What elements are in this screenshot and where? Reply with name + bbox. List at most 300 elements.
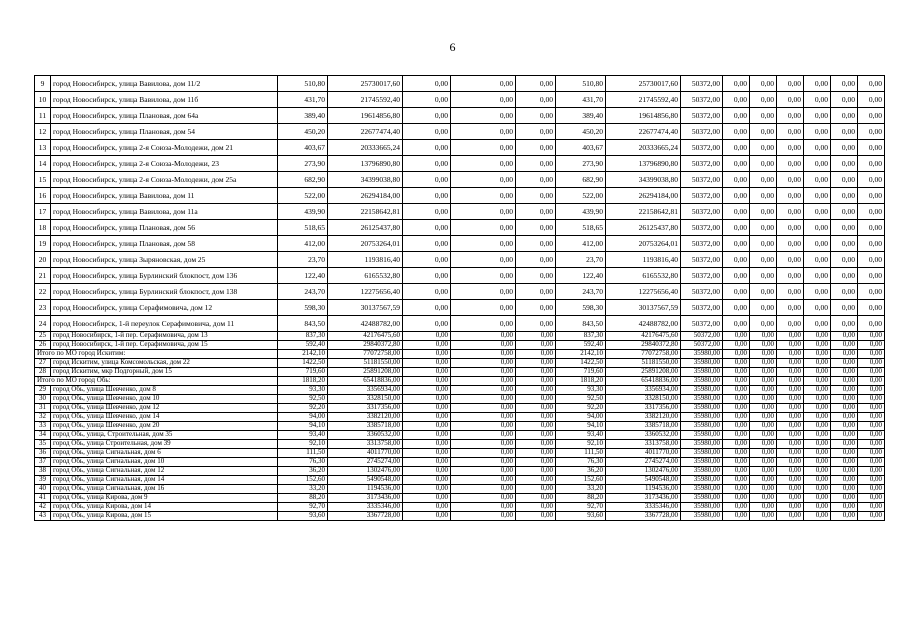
value-cell: 0,00 — [777, 92, 804, 108]
value-cell: 0,00 — [804, 220, 831, 236]
value-cell: 0,00 — [451, 512, 516, 521]
address-cell: город Новосибирск, улица Вавилова, дом 11/2 — [51, 76, 278, 92]
address-cell: город Обь, улица, Строительная, дом 35 — [51, 431, 278, 440]
value-cell: 0,00 — [516, 359, 556, 368]
value-cell: 403,67 — [278, 140, 328, 156]
value-cell: 0,00 — [723, 252, 750, 268]
value-cell: 20753264,01 — [328, 236, 403, 252]
value-cell: 0,00 — [804, 386, 831, 395]
value-cell: 0,00 — [750, 449, 777, 458]
value-cell: 412,00 — [278, 236, 328, 252]
row-number: 13 — [35, 140, 51, 156]
address-cell: город Новосибирск, улица 2-я Союза-Молодежи, дом 25а — [51, 172, 278, 188]
value-cell: 152,60 — [556, 476, 606, 485]
row-number: 23 — [35, 300, 51, 316]
row-number: 22 — [35, 284, 51, 300]
value-cell: 843,50 — [278, 316, 328, 332]
value-cell: 1302476,00 — [606, 467, 681, 476]
value-cell: 5490548,00 — [328, 476, 403, 485]
address-cell: город Новосибирск, улица Вавилова, дом 11 — [51, 188, 278, 204]
value-cell: 0,00 — [831, 204, 858, 220]
value-cell: 26294184,00 — [328, 188, 403, 204]
value-cell: 0,00 — [451, 494, 516, 503]
value-cell: 0,00 — [804, 395, 831, 404]
value-cell: 50372,00 — [681, 172, 723, 188]
value-cell: 93,30 — [556, 386, 606, 395]
value-cell: 50372,00 — [681, 284, 723, 300]
value-cell: 439,90 — [556, 204, 606, 220]
value-cell: 0,00 — [516, 440, 556, 449]
value-cell: 0,00 — [804, 188, 831, 204]
row-number: 26 — [35, 341, 51, 350]
value-cell: 0,00 — [831, 449, 858, 458]
value-cell: 0,00 — [516, 386, 556, 395]
value-cell: 3360532,00 — [606, 431, 681, 440]
value-cell: 26294184,00 — [606, 188, 681, 204]
value-cell: 0,00 — [403, 386, 451, 395]
table-row — [35, 300, 885, 316]
value-cell: 0,00 — [858, 332, 885, 341]
row-number: 42 — [35, 503, 51, 512]
value-cell: 0,00 — [777, 172, 804, 188]
value-cell: 0,00 — [804, 300, 831, 316]
table-row — [35, 332, 885, 341]
address-cell: город Обь, улица Кирова, дом 14 — [51, 503, 278, 512]
value-cell: 0,00 — [403, 368, 451, 377]
value-cell: 0,00 — [858, 268, 885, 284]
value-cell: 518,65 — [556, 220, 606, 236]
value-cell: 0,00 — [451, 440, 516, 449]
table-row — [35, 485, 885, 494]
value-cell: 0,00 — [804, 341, 831, 350]
value-cell: 0,00 — [831, 236, 858, 252]
value-cell: 0,00 — [858, 316, 885, 332]
value-cell: 0,00 — [403, 220, 451, 236]
value-cell: 0,00 — [451, 404, 516, 413]
address-cell: город Обь, улица Шевченко, дом 14 — [51, 413, 278, 422]
value-cell: 0,00 — [403, 332, 451, 341]
table-row — [35, 458, 885, 467]
table-row — [35, 503, 885, 512]
value-cell: 0,00 — [858, 236, 885, 252]
row-number: 38 — [35, 467, 51, 476]
value-cell: 30137567,59 — [328, 300, 403, 316]
table-row — [35, 316, 885, 332]
value-cell: 0,00 — [804, 124, 831, 140]
value-cell: 0,00 — [831, 359, 858, 368]
value-cell: 0,00 — [750, 268, 777, 284]
value-cell: 25891208,00 — [328, 368, 403, 377]
value-cell: 0,00 — [516, 316, 556, 332]
value-cell: 122,40 — [278, 268, 328, 284]
value-cell: 0,00 — [403, 341, 451, 350]
table-row — [35, 284, 885, 300]
value-cell: 0,00 — [750, 494, 777, 503]
value-cell: 0,00 — [858, 377, 885, 386]
value-cell: 0,00 — [750, 476, 777, 485]
value-cell: 122,40 — [556, 268, 606, 284]
value-cell: 3317356,00 — [328, 404, 403, 413]
row-number: 24 — [35, 316, 51, 332]
value-cell: 0,00 — [831, 386, 858, 395]
value-cell: 0,00 — [831, 284, 858, 300]
value-cell: 1422,50 — [556, 359, 606, 368]
value-cell: 592,40 — [278, 341, 328, 350]
value-cell: 0,00 — [831, 252, 858, 268]
value-cell: 0,00 — [516, 485, 556, 494]
address-cell: город Новосибирск, улица Плановая, дом 64а — [51, 108, 278, 124]
value-cell: 0,00 — [723, 140, 750, 156]
value-cell: 50372,00 — [681, 220, 723, 236]
value-cell: 93,60 — [556, 512, 606, 521]
value-cell: 35980,00 — [681, 431, 723, 440]
table-row — [35, 395, 885, 404]
page-number: 6 — [449, 40, 456, 54]
value-cell: 0,00 — [516, 413, 556, 422]
value-cell: 0,00 — [858, 341, 885, 350]
value-cell: 26125437,80 — [328, 220, 403, 236]
value-cell: 0,00 — [723, 92, 750, 108]
value-cell: 0,00 — [777, 413, 804, 422]
value-cell: 0,00 — [858, 300, 885, 316]
value-cell: 403,67 — [556, 140, 606, 156]
value-cell: 0,00 — [804, 458, 831, 467]
value-cell: 0,00 — [451, 476, 516, 485]
value-cell: 0,00 — [777, 140, 804, 156]
table-row — [35, 449, 885, 458]
value-cell: 431,70 — [556, 92, 606, 108]
value-cell: 0,00 — [403, 494, 451, 503]
value-cell: 0,00 — [750, 395, 777, 404]
value-cell: 0,00 — [858, 368, 885, 377]
value-cell: 0,00 — [403, 76, 451, 92]
value-cell: 0,00 — [858, 350, 885, 359]
value-cell: 1422,50 — [278, 359, 328, 368]
value-cell: 0,00 — [403, 512, 451, 521]
value-cell: 0,00 — [858, 458, 885, 467]
value-cell: 0,00 — [451, 503, 516, 512]
value-cell: 0,00 — [750, 220, 777, 236]
value-cell: 111,50 — [278, 449, 328, 458]
value-cell: 0,00 — [858, 172, 885, 188]
value-cell: 0,00 — [516, 220, 556, 236]
value-cell: 0,00 — [804, 76, 831, 92]
value-cell: 0,00 — [516, 395, 556, 404]
address-cell: город Новосибирск, улица Бурлинский блокпост, дом 138 — [51, 284, 278, 300]
value-cell: 0,00 — [858, 494, 885, 503]
value-cell: 0,00 — [723, 350, 750, 359]
value-cell: 0,00 — [777, 220, 804, 236]
value-cell: 0,00 — [777, 503, 804, 512]
value-cell: 0,00 — [831, 476, 858, 485]
value-cell: 0,00 — [403, 284, 451, 300]
table-total-row — [35, 350, 885, 359]
value-cell: 0,00 — [831, 140, 858, 156]
value-cell: 0,00 — [750, 485, 777, 494]
value-cell: 0,00 — [403, 467, 451, 476]
value-cell: 0,00 — [750, 332, 777, 341]
value-cell: 522,00 — [556, 188, 606, 204]
value-cell: 23,70 — [278, 252, 328, 268]
value-cell: 0,00 — [831, 316, 858, 332]
value-cell: 0,00 — [516, 368, 556, 377]
value-cell: 0,00 — [804, 204, 831, 220]
value-cell: 0,00 — [516, 332, 556, 341]
value-cell: 0,00 — [777, 350, 804, 359]
value-cell: 0,00 — [403, 204, 451, 220]
value-cell: 94,10 — [278, 422, 328, 431]
table-row — [35, 359, 885, 368]
value-cell: 93,30 — [278, 386, 328, 395]
value-cell: 35980,00 — [681, 458, 723, 467]
value-cell: 77072758,00 — [328, 350, 403, 359]
value-cell: 0,00 — [831, 467, 858, 476]
value-cell: 1194536,00 — [606, 485, 681, 494]
value-cell: 0,00 — [750, 404, 777, 413]
value-cell: 3385718,00 — [328, 422, 403, 431]
value-cell: 0,00 — [804, 449, 831, 458]
value-cell: 522,00 — [278, 188, 328, 204]
value-cell: 719,60 — [278, 368, 328, 377]
value-cell: 0,00 — [831, 156, 858, 172]
address-cell: город Новосибирск, улица Плановая, дом 56 — [51, 220, 278, 236]
value-cell: 0,00 — [516, 341, 556, 350]
value-cell: 0,00 — [858, 76, 885, 92]
value-cell: 0,00 — [777, 485, 804, 494]
value-cell: 50372,00 — [681, 140, 723, 156]
value-cell: 35980,00 — [681, 350, 723, 359]
value-cell: 0,00 — [831, 422, 858, 431]
value-cell: 1194536,00 — [328, 485, 403, 494]
table-row — [35, 268, 885, 284]
address-cell: город Обь, улица Шевченко, дом 12 — [51, 404, 278, 413]
value-cell: 23,70 — [556, 252, 606, 268]
value-cell: 0,00 — [516, 252, 556, 268]
value-cell: 2142,10 — [278, 350, 328, 359]
value-cell: 35980,00 — [681, 413, 723, 422]
value-cell: 26125437,80 — [606, 220, 681, 236]
total-label: Итого по МО город Обь: — [35, 377, 278, 386]
value-cell: 0,00 — [777, 156, 804, 172]
value-cell: 843,50 — [556, 316, 606, 332]
value-cell: 3173436,00 — [328, 494, 403, 503]
row-number: 28 — [35, 368, 51, 377]
table-row — [35, 431, 885, 440]
address-cell: город Новосибирск, улица Вавилова, дом 11б — [51, 92, 278, 108]
value-cell: 0,00 — [804, 467, 831, 476]
value-cell: 0,00 — [858, 386, 885, 395]
value-cell: 50372,00 — [681, 268, 723, 284]
value-cell: 50372,00 — [681, 341, 723, 350]
value-cell: 0,00 — [403, 440, 451, 449]
value-cell: 94,10 — [556, 422, 606, 431]
value-cell: 0,00 — [403, 156, 451, 172]
value-cell: 0,00 — [831, 124, 858, 140]
row-number: 25 — [35, 332, 51, 341]
value-cell: 0,00 — [750, 316, 777, 332]
value-cell: 0,00 — [804, 476, 831, 485]
value-cell: 35980,00 — [681, 467, 723, 476]
value-cell: 94,00 — [556, 413, 606, 422]
value-cell: 0,00 — [750, 108, 777, 124]
value-cell: 0,00 — [804, 485, 831, 494]
value-cell: 51181550,00 — [328, 359, 403, 368]
value-cell: 0,00 — [403, 359, 451, 368]
value-cell: 0,00 — [831, 220, 858, 236]
value-cell: 0,00 — [451, 156, 516, 172]
value-cell: 0,00 — [777, 395, 804, 404]
address-cell: город Обь, улица Шевченко, дом 10 — [51, 395, 278, 404]
value-cell: 0,00 — [831, 512, 858, 521]
value-cell: 0,00 — [804, 422, 831, 431]
value-cell: 4011770,00 — [328, 449, 403, 458]
value-cell: 0,00 — [403, 252, 451, 268]
value-cell: 0,00 — [858, 476, 885, 485]
value-cell: 0,00 — [451, 332, 516, 341]
value-cell: 0,00 — [858, 485, 885, 494]
value-cell: 0,00 — [403, 188, 451, 204]
value-cell: 92,50 — [278, 395, 328, 404]
value-cell: 682,90 — [556, 172, 606, 188]
value-cell: 0,00 — [858, 395, 885, 404]
value-cell: 93,40 — [278, 431, 328, 440]
value-cell: 0,00 — [777, 204, 804, 220]
value-cell: 42176475,60 — [328, 332, 403, 341]
value-cell: 0,00 — [858, 431, 885, 440]
value-cell: 4011770,00 — [606, 449, 681, 458]
value-cell: 111,50 — [556, 449, 606, 458]
address-cell: город Обь, улица Сигнальная, дом 14 — [51, 476, 278, 485]
value-cell: 0,00 — [777, 252, 804, 268]
value-cell: 25730017,60 — [606, 76, 681, 92]
value-cell: 0,00 — [451, 140, 516, 156]
value-cell: 0,00 — [403, 316, 451, 332]
value-cell: 33,20 — [278, 485, 328, 494]
value-cell: 389,40 — [278, 108, 328, 124]
value-cell: 0,00 — [831, 368, 858, 377]
value-cell: 0,00 — [723, 503, 750, 512]
value-cell: 0,00 — [750, 359, 777, 368]
value-cell: 50372,00 — [681, 204, 723, 220]
table-row — [35, 220, 885, 236]
value-cell: 837,30 — [556, 332, 606, 341]
table-row — [35, 76, 885, 92]
table-row — [35, 476, 885, 485]
value-cell: 0,00 — [403, 476, 451, 485]
value-cell: 0,00 — [777, 76, 804, 92]
value-cell: 77072758,00 — [606, 350, 681, 359]
value-cell: 93,40 — [556, 431, 606, 440]
value-cell: 598,30 — [556, 300, 606, 316]
value-cell: 431,70 — [278, 92, 328, 108]
value-cell: 0,00 — [516, 92, 556, 108]
value-cell: 0,00 — [403, 458, 451, 467]
value-cell: 0,00 — [723, 172, 750, 188]
row-number: 41 — [35, 494, 51, 503]
value-cell: 0,00 — [804, 368, 831, 377]
value-cell: 0,00 — [723, 449, 750, 458]
value-cell: 412,00 — [556, 236, 606, 252]
value-cell: 0,00 — [451, 108, 516, 124]
value-cell: 0,00 — [858, 422, 885, 431]
row-number: 12 — [35, 124, 51, 140]
value-cell: 0,00 — [777, 449, 804, 458]
value-cell: 0,00 — [723, 359, 750, 368]
value-cell: 0,00 — [804, 284, 831, 300]
value-cell: 0,00 — [777, 359, 804, 368]
table-row — [35, 440, 885, 449]
value-cell: 0,00 — [750, 467, 777, 476]
address-cell: город Искитим, улица Комсомольская, дом 22 — [51, 359, 278, 368]
value-cell: 92,20 — [278, 404, 328, 413]
value-cell: 0,00 — [516, 108, 556, 124]
value-cell: 0,00 — [750, 76, 777, 92]
register-table — [34, 75, 885, 521]
value-cell: 0,00 — [858, 359, 885, 368]
value-cell: 12275656,40 — [606, 284, 681, 300]
value-cell: 450,20 — [556, 124, 606, 140]
value-cell: 0,00 — [403, 449, 451, 458]
value-cell: 35980,00 — [681, 404, 723, 413]
value-cell: 19614856,80 — [606, 108, 681, 124]
value-cell: 0,00 — [831, 431, 858, 440]
address-cell: город Новосибирск, 1-й пер. Серафимовича, дом 13 — [51, 332, 278, 341]
row-number: 16 — [35, 188, 51, 204]
value-cell: 0,00 — [403, 108, 451, 124]
value-cell: 50372,00 — [681, 188, 723, 204]
row-number: 14 — [35, 156, 51, 172]
value-cell: 0,00 — [831, 413, 858, 422]
value-cell: 5490548,00 — [606, 476, 681, 485]
value-cell: 0,00 — [858, 413, 885, 422]
value-cell: 35980,00 — [681, 386, 723, 395]
address-cell: город Обь, улица Кирова, дом 9 — [51, 494, 278, 503]
table-row — [35, 422, 885, 431]
value-cell: 0,00 — [804, 359, 831, 368]
row-number: 10 — [35, 92, 51, 108]
value-cell: 0,00 — [858, 512, 885, 521]
value-cell: 0,00 — [777, 386, 804, 395]
value-cell: 0,00 — [750, 92, 777, 108]
value-cell: 50372,00 — [681, 156, 723, 172]
value-cell: 33,20 — [556, 485, 606, 494]
value-cell: 0,00 — [516, 140, 556, 156]
value-cell: 0,00 — [750, 386, 777, 395]
address-cell: город Новосибирск, улица Серафимовича, дом 12 — [51, 300, 278, 316]
value-cell: 0,00 — [723, 332, 750, 341]
value-cell: 0,00 — [858, 140, 885, 156]
value-cell: 0,00 — [777, 422, 804, 431]
value-cell: 450,20 — [278, 124, 328, 140]
value-cell: 3367728,00 — [606, 512, 681, 521]
value-cell: 0,00 — [804, 92, 831, 108]
value-cell: 0,00 — [750, 252, 777, 268]
value-cell: 0,00 — [516, 204, 556, 220]
value-cell: 0,00 — [451, 76, 516, 92]
value-cell: 0,00 — [451, 449, 516, 458]
table-row — [35, 413, 885, 422]
value-cell: 0,00 — [723, 236, 750, 252]
table-row — [35, 404, 885, 413]
value-cell: 518,65 — [278, 220, 328, 236]
value-cell: 152,60 — [278, 476, 328, 485]
value-cell: 0,00 — [516, 512, 556, 521]
row-number: 11 — [35, 108, 51, 124]
row-number: 32 — [35, 413, 51, 422]
value-cell: 13796890,80 — [606, 156, 681, 172]
value-cell: 12275656,40 — [328, 284, 403, 300]
value-cell: 92,50 — [556, 395, 606, 404]
